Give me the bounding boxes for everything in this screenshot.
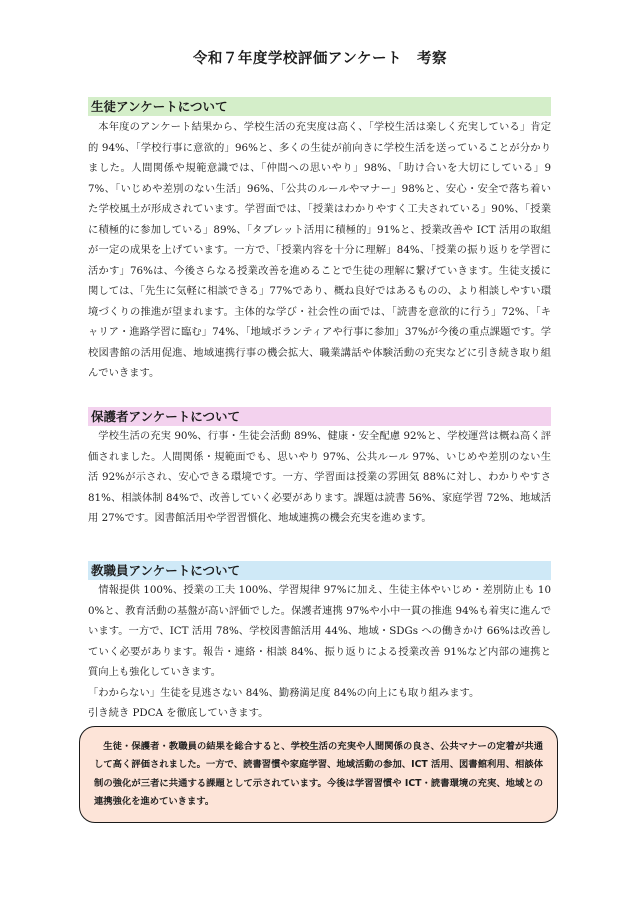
staff-paragraph: 引き続き PDCA を徹底していきます。 xyxy=(88,707,269,719)
summary-text: 生徒・保護者・教職員の結果を総合すると、学校生活の充実や人間関係の良さ、公共マナーの定着が共通して高く評価されました。一方で、読書習慣や家庭学習、地域活動の参加、ICT 活用、図書館利用、相談体制の強化が三者に共通する課題として示されています。今後は学習習慣や ICT・読書環境の充実、地域との連携強化を進めていきます。 xyxy=(94,741,543,807)
section-body-parents: 学校生活の充実 90%、行事・生徒会活動 89%、健康・安全配慮 92%と、学校運営は概ね高く評価されました。人間関係・規範面でも、思いやり 97%、公共ルール 97%、いじめや差別のない生活 92%が示され、安心できる環境です。一方、学習面は授業の雰囲気 88%に対し、わかりやすさ 81%、相談体制 84%で、改善していく必要があります。課題は読書 56%、家庭学習 72%、地域活用 27%です。図書館活用や学習習慣化、地域連携の機会充実を進めます。 xyxy=(88,430,551,524)
section-body-students: 本年度のアンケート結果から、学校生活の充実度は高く、「学校生活は楽しく充実している」肯定的 94%、「学校行事に意欲的」96%と、多くの生徒が前向きに学校生活を送っていることが分かりました。人間関係や規範意識では、「仲間への思いやり」98%、「助け合いを大切にしている」97%、「いじめや差別のない生活」96%、「公共のルールやマナー」98%と、安心・安全で落ち着いた学校風土が形成されています。学習面では、「授業はわかりやすく工夫されている」90%、「授業に積極的に参加している」89%、「タブレット活用に積極的」91%と、授業改善や ICT 活用の取組が一定の成果を上げています。一方で、「授業内容を十分に理解」84%、「授業の振り返りを学習に活かす」76%は、今後さらなる授業改善を進めることで生徒の理解に繋げていきます。生徒支援に関しては、「先生に気軽に相談できる」77%であり、概ね良好ではあるものの、より相談しやすい環境づくりの推進が望まれます。主体的な学び・社会性の面では、「読書を意欲的に行う」72%、「キャリア・進路学習に臨む」74%、「地域ボランティアや行事に参加」37%が今後の重点課題です。学校図書館の活用促進、地域連携行事の機会拡大、職業講話や体験活動の充実などに引き続き取り組んでいきます。 xyxy=(88,121,551,379)
staff-paragraph: 情報提供 100%、授業の工夫 100%、学習規律 97%に加え、生徒主体やいじめ・差別防止も 100%と、教育活動の基盤が高い評価でした。保護者連携 97%や小中一貫の推進 94%も着実に進んでいます。一方で、ICT 活用 78%、学校図書館活用 44%、地域・SDGs への働きかけ 66%は改善していく必要があります。報告・連絡・相談 84%、振り返りによる授業改善 91%など内部の連携と質向上も強化していきます。 xyxy=(88,584,551,678)
section-heading-students: 生徒アンケートについて xyxy=(88,97,551,116)
page-title: 令和７年度学校評価アンケート 考察 xyxy=(192,51,448,67)
section-heading-staff: 教職員アンケートについて xyxy=(88,561,551,580)
section-body-staff xyxy=(88,580,551,724)
summary-box xyxy=(79,726,558,823)
section-heading-parents: 保護者アンケートについて xyxy=(88,407,551,426)
staff-paragraph: 「わからない」生徒を見逃さない 84%、勤務満足度 84%の向上にも取り組みます。 xyxy=(88,686,480,699)
